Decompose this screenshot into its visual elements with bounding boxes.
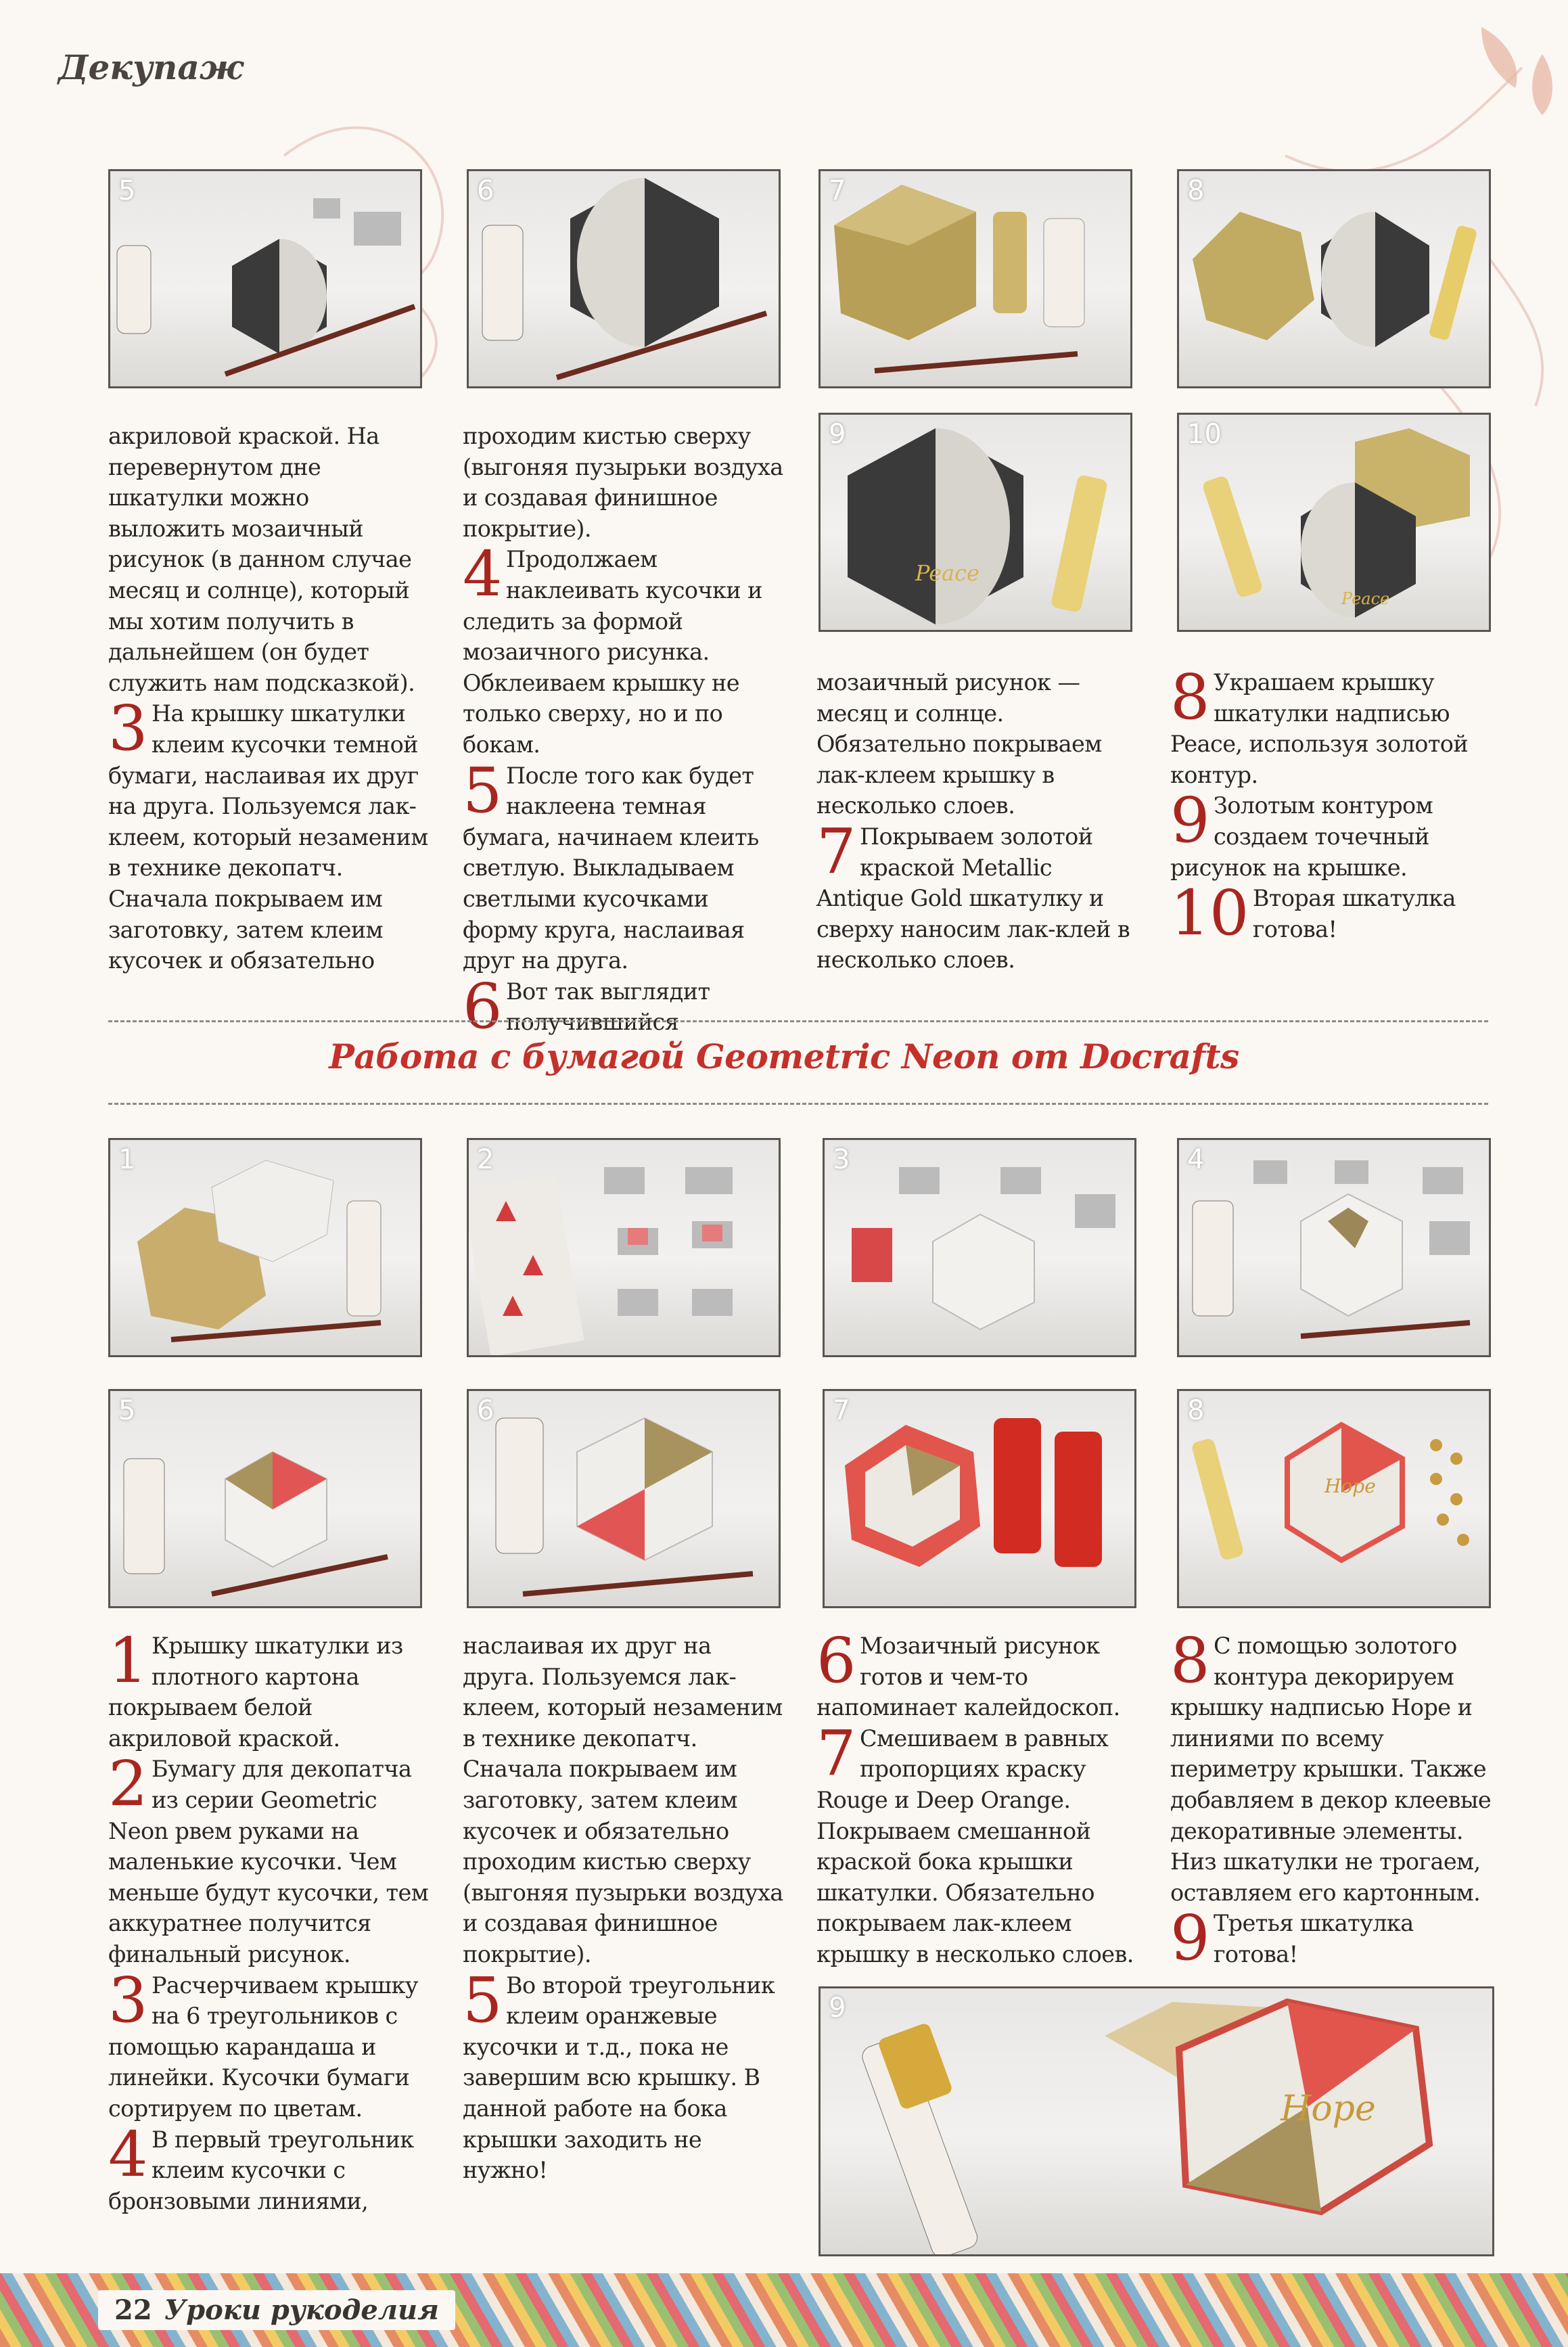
step-text: С помощью золотого контура декорируем крышку надписью Hope и линиями по всему периметру крышки. Также добавляем в декор клеевые декоративные элементы. Низ шкатулки не трогаем, оставляем его картонным. (1170, 1633, 1492, 1906)
step-text: Смешиваем в равных пропорциях краску Rouge и Deep Orange. Покрываем смешанной краской бока крышки шкатулки. Обязательно покрываем лак-клеем крышку в несколько слоев. (816, 1725, 1134, 1967)
step-text: Украшаем крышку шкатулки надписью Peace, используя золотой контур. (1170, 669, 1469, 788)
photo-hope-lid (1179, 1391, 1489, 1606)
photo-hexbox-dark (469, 171, 779, 386)
step-text: Третья шкатулка готова! (1213, 1910, 1414, 1967)
photo-paper-pieces (469, 1140, 779, 1355)
step-paragraph: наслаивая их друг на друга. Пользуемся лак-клеем, который незаменим в технике декопатч. Сначала покрываем им заготовку, затем клеим кусочек и обязательно проходим кистью сверху (выгоняя пузырьки воздуха и создавая финишное покрытие). (463, 1633, 783, 1967)
step-number-large: 2 (108, 1748, 147, 1821)
photo-hope-box-final (821, 1988, 1492, 2254)
step-photo (818, 413, 1132, 632)
step-1 (108, 1624, 437, 1754)
text-column-4 (1170, 661, 1488, 950)
step-3 (108, 692, 432, 976)
step-number: 5 (118, 1395, 136, 1426)
step-6 (463, 970, 787, 1043)
step-number-large: 9 (1170, 1902, 1209, 1975)
step-number: 6 (477, 175, 494, 206)
magazine-title: Уроки рукоделия (164, 2294, 439, 2326)
text-column-3 (816, 667, 1145, 976)
section-title: Декупаж (58, 47, 244, 87)
step-photo (467, 169, 781, 388)
photo-peace-box-2 (1179, 415, 1489, 630)
step-number-large: 3 (108, 1963, 147, 2036)
photo-caption: Peace (915, 560, 979, 586)
text-column-8 (1170, 1624, 1494, 1975)
step-text: Вот так выглядит получившийся (505, 978, 710, 1036)
step-number: 9 (829, 1992, 846, 2024)
page-number: 22 (114, 2294, 152, 2326)
step-9 (1170, 1902, 1494, 1975)
step-text: На крышку шкатулки клеим кусочки темной бумаги, наслаивая их друг на друга. Пользуемся лак-клеем, который незаменим в технике декопатч. Сначала покрываем им заготовку, затем клеим кусочек и обязательно (108, 700, 428, 974)
step-text: Вторая шкатулка готова! (1252, 885, 1456, 942)
step-8 (1170, 661, 1488, 790)
step-number: 6 (477, 1395, 494, 1426)
step-photo (108, 1389, 422, 1608)
step-number-large: 8 (1170, 1624, 1209, 1697)
step-photo (467, 1138, 781, 1357)
divider-top (108, 1020, 1488, 1022)
step-photo (1177, 1138, 1491, 1357)
step-number: 2 (477, 1144, 494, 1175)
step-number: 9 (829, 419, 846, 450)
text-column-1 (108, 421, 432, 976)
step-6 (816, 1624, 1141, 1723)
step-paragraph: проходим кистью сверху (выгоняя пузырьки воздуха и создавая финишное покрытие). (463, 423, 783, 542)
step-number-large: 9 (1170, 784, 1209, 857)
step-9 (1170, 784, 1488, 883)
photo-lid-two-triangles (110, 1391, 420, 1606)
photo-red-box (825, 1391, 1134, 1606)
step-number-large: 6 (816, 1624, 856, 1697)
step-number: 1 (118, 1144, 136, 1175)
step-number: 10 (1187, 419, 1222, 450)
step-number-large: 5 (463, 754, 502, 827)
step-photo (1177, 1389, 1491, 1608)
step-number-large: 6 (463, 970, 502, 1043)
step-number-large: 8 (1170, 661, 1209, 733)
step-photo (108, 169, 422, 388)
photo-white-box (110, 1140, 420, 1355)
footer-label (98, 2290, 455, 2330)
step-photo (818, 1986, 1494, 2256)
text-column-6 (463, 1631, 787, 2186)
step-text: В первый треугольник клеим кусочки с бронзовыми линиями, (108, 2126, 414, 2214)
step-number-large: 7 (816, 815, 856, 888)
step-photo (823, 1138, 1136, 1357)
step-text: Мозаичный рисунок готов и чем-то напоминает калейдоскоп. (816, 1633, 1120, 1721)
step-number: 8 (1187, 1395, 1205, 1426)
step-photo (818, 169, 1132, 388)
photo-hexbox-dark (110, 171, 420, 386)
step-photo (823, 1389, 1136, 1608)
step-7 (816, 815, 1145, 976)
text-column-7 (816, 1624, 1141, 1970)
step-number: 3 (833, 1144, 850, 1175)
step-number: 7 (833, 1395, 850, 1426)
step-text: Во второй треугольник клеим оранжевые кусочки и т.д., пока не завершим всю крышку. В данной работе на бока крышки заходить не нужно! (463, 1972, 775, 2184)
step-number-large: 10 (1170, 877, 1249, 950)
subsection-title: Работа с бумагой Geometric Neon от Docrafts (329, 1036, 1239, 1076)
step-number-large: 5 (463, 1963, 502, 2036)
step-text: Золотым контуром создаем точечный рисунок на крышке. (1170, 792, 1433, 881)
step-3 (108, 1963, 437, 2124)
divider-bottom (108, 1103, 1488, 1105)
step-number-large: 1 (108, 1624, 147, 1697)
step-text: Крышку шкатулки из плотного картона покрываем белой акриловой краской. (108, 1633, 403, 1752)
step-5 (463, 1963, 787, 2186)
step-number: 5 (118, 175, 136, 206)
step-paragraph: мозаичный рисунок — месяц и солнце. Обязательно покрываем лак-клеем крышку в несколько слоев. (816, 669, 1102, 819)
step-text: После того как будет наклеена темная бумага, начинаем клеить светлую. Выкладываем светлыми кусочками форму круга, наслаивая друг на друга. (463, 762, 759, 974)
step-text: Продолжаем наклеивать кусочки и следить за формой мозаичного рисунка. Обклеиваем крышку не только сверху, но и по бокам. (463, 546, 762, 758)
text-column-2 (463, 421, 787, 1043)
step-photo (1177, 169, 1491, 388)
step-paragraph: акриловой краской. На перевернутом дне шкатулки можно выложить мозаичный рисунок (в данном случае месяц и солнце), который мы хотим получить в дальнейшем (он будет служить нам подсказкой). (108, 423, 415, 696)
step-photo (467, 1389, 781, 1608)
step-number-large: 4 (108, 2118, 147, 2191)
step-10 (1170, 877, 1488, 950)
step-text: Бумагу для декопатча из серии Geometric Neon рвем руками на маленькие кусочки. Чем меньше будут кусочки, тем аккуратнее получится финальный рисунок. (108, 1756, 429, 1967)
step-number: 8 (1187, 175, 1205, 206)
photo-caption: Peace (1341, 589, 1390, 608)
step-4 (108, 2118, 437, 2217)
photo-gold-box (821, 171, 1130, 386)
step-4 (463, 538, 787, 760)
photo-caption: Hope (1324, 1475, 1376, 1497)
step-7 (816, 1716, 1141, 1970)
step-8 (1170, 1624, 1494, 1908)
photo-lid-mosaic (469, 1391, 779, 1606)
step-number-large: 7 (816, 1716, 856, 1790)
step-2 (108, 1748, 437, 1969)
photo-white-hex-lid (825, 1140, 1134, 1355)
photo-caption: Hope (1281, 2089, 1376, 2129)
text-column-5 (108, 1624, 437, 2216)
step-5 (463, 754, 787, 976)
step-text: Покрываем золотой краской Metallic Antique Gold шкатулку и сверху наносим лак-клей в несколько слоев. (816, 823, 1130, 974)
step-number: 4 (1187, 1144, 1205, 1175)
photo-two-boxes (1179, 171, 1489, 386)
step-number: 7 (829, 175, 846, 206)
photo-peace-box (821, 415, 1130, 630)
step-number-large: 3 (108, 692, 147, 765)
step-photo (1177, 413, 1491, 632)
photo-lid-with-pieces (1179, 1140, 1489, 1355)
step-photo (108, 1138, 422, 1357)
step-number-large: 4 (463, 538, 502, 611)
step-text: Расчерчиваем крышку на 6 треугольников с помощью карандаша и линейки. Кусочки бумаги сортируем по цветам. (108, 1972, 418, 2122)
